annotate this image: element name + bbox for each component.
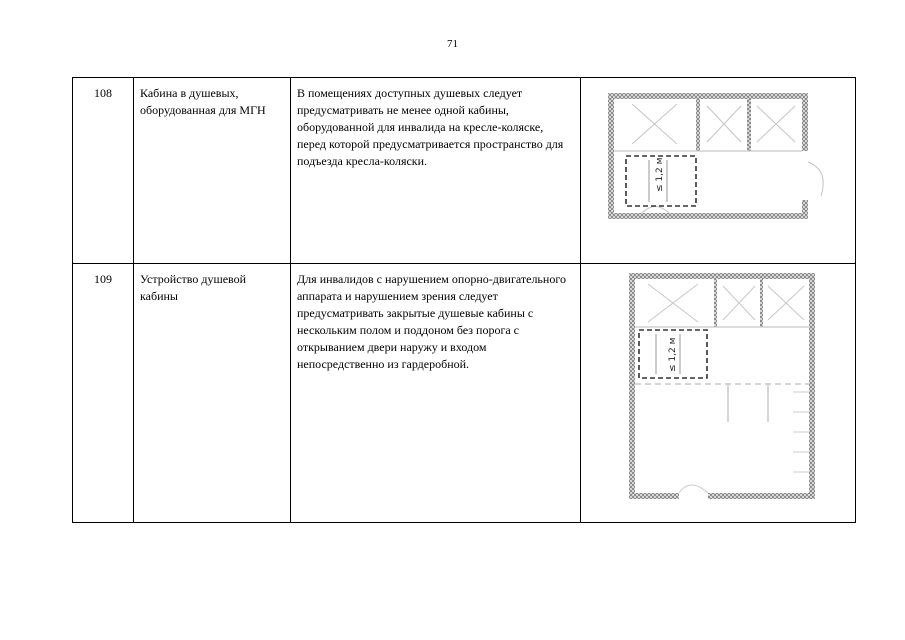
row-number: 108	[73, 78, 134, 264]
table-row	[73, 264, 856, 523]
zone-dimension-label: ≤ 1,2 м	[655, 157, 665, 192]
row-name: Устройство душевой кабины	[134, 264, 291, 523]
row-description: В помещениях доступных душевых следует предусматривать не менее одной кабины, оборудованной для инвалида на кресле-коляске, перед которой предусматривается пространство для подъезда кресла-коляски.	[291, 78, 581, 264]
row-name: Кабина в душевых, оборудованная для МГН	[134, 78, 291, 264]
row-figure	[581, 264, 856, 523]
shower-room-plan-figure	[628, 272, 816, 500]
requirements-table	[72, 77, 856, 523]
shower-cabin-plan-figure	[607, 92, 833, 222]
zone-dimension-label: ≤ 1,2 м	[668, 337, 678, 372]
page-number: 71	[447, 38, 458, 50]
row-figure	[581, 78, 856, 264]
row-number: 109	[73, 264, 134, 523]
table-row	[73, 78, 856, 264]
row-description: Для инвалидов с нарушением опорно-двигательного аппарата и нарушением зрения следует предусматривать закрытые душевые кабины с нескольким полом и поддоном без порога с открыванием двери наружу и входом непосредственно из гардеробной.	[291, 264, 581, 523]
